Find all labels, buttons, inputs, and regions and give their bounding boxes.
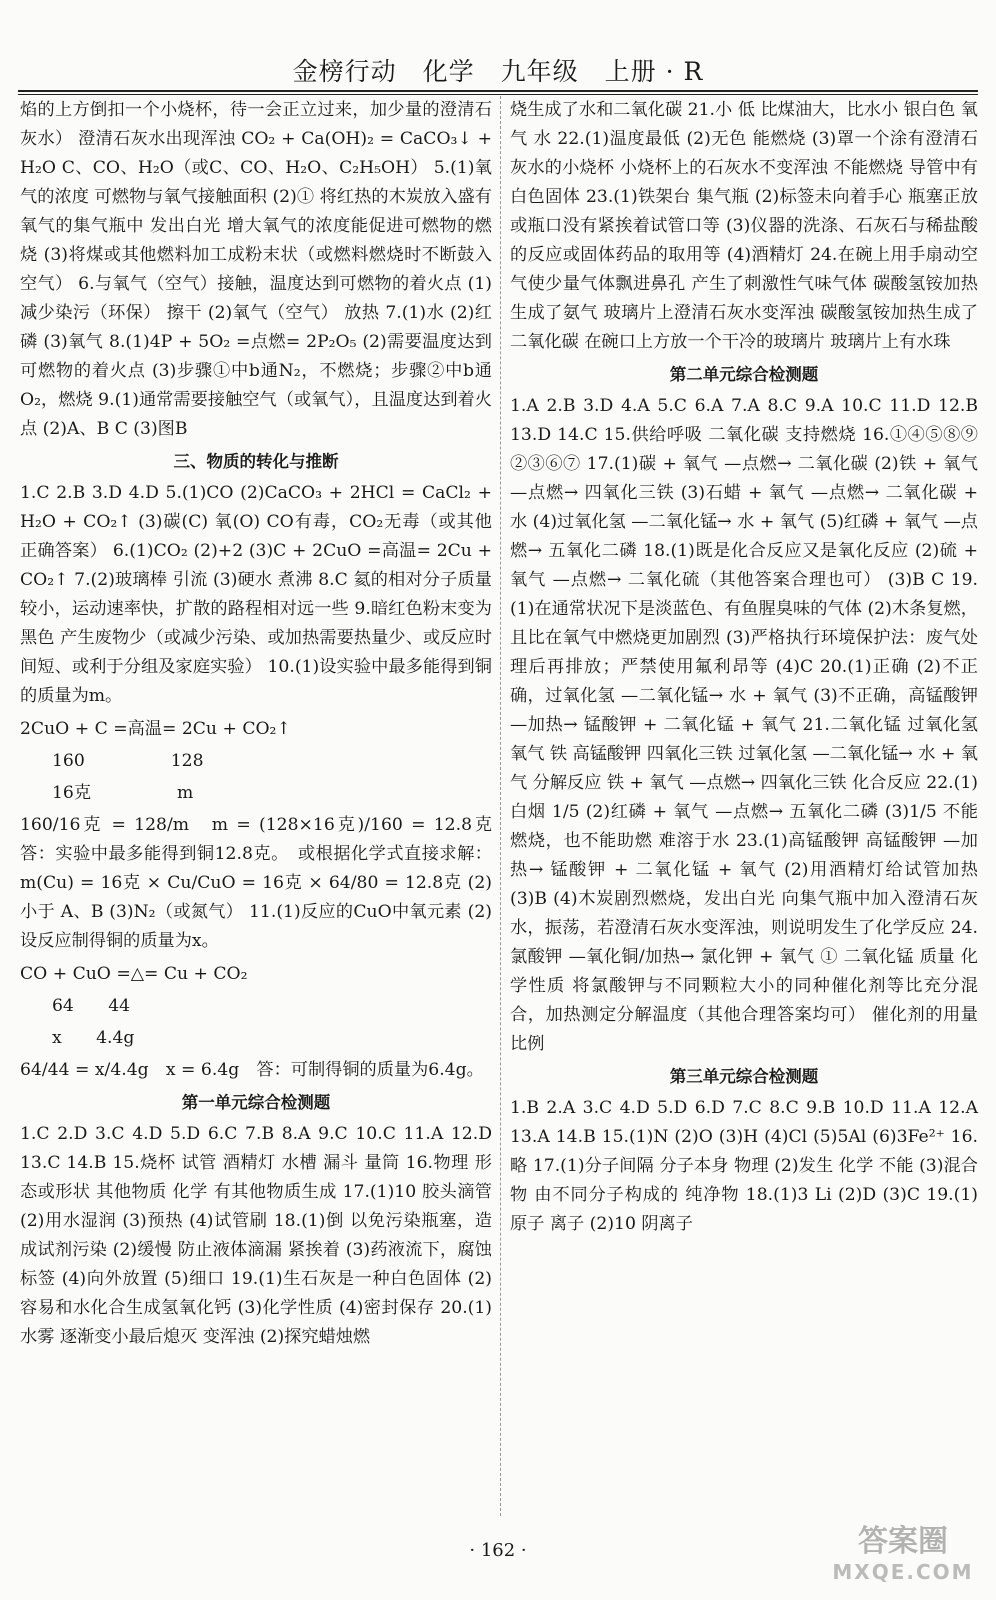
page-header: 金榜行动 化学 九年级 上册 · R [292, 57, 704, 86]
answer-paragraph: 1.B 2.A 3.C 4.D 5.D 6.D 7.C 8.C 9.B 10.D 11.A 12.A 13.A 14.B 15.(1)N (2)O (3)H (4)Cl (5)5Al (6)3Fe²⁺ 16.略 17.(1)分子间隔 分子本身 物理 (2)发生 化学 不能 (3)混合物 由不同分子构成的 纯净物 18.(1)3 Li (2)D (3)C 19.(1)原子 离子 (2)10 阴离子 [510, 1098, 978, 1234]
header-rule [18, 90, 978, 95]
answer-paragraph: 1.C 2.D 3.C 4.D 5.D 6.C 7.B 8.A 9.C 10.C 11.A 12.D 13.C 14.B 15.烧杯 试管 酒精灯 水槽 漏斗 量筒 16.物理 形态或形状 其他物质 化学 有其他物质生成 17.(1)10 胶头滴管 (2)用水湿润 (3)预热 (4)试管刷 18.(1)倒 以免污染瓶塞，造成试剂污染 (2)缓慢 防止液体滴漏 紧挨着 (3)药液流下，腐蚀标签 (4)向外放置 (5)细口 19.(1)生石灰是一种白色固体 (2)容易和水化合生成氢氧化钙 (3)化学性质 (4)密封保存 20.(1)水雾 逐渐变小最后熄灭 变浑浊 (2)探究蜡烛燃 [20, 1124, 492, 1347]
watermark-logo [828, 1524, 978, 1586]
column-divider [500, 96, 501, 1516]
calculation-line: 16克 m [52, 783, 194, 803]
page-number: · 162 · [469, 1540, 527, 1561]
section-heading: 第一单元综合检测题 [181, 1093, 331, 1112]
answer-paragraph: 1.C 2.B 3.D 4.D 5.(1)CO (2)CaCO₃ + 2HCl = CaCl₂ + H₂O + CO₂↑ (3)碳(C) 氧(O) CO有毒，CO₂无毒（或其他正确答案） 6.(1)CO₂ (2)+2 (3)C + 2CuO =高温= 2Cu + CO₂↑ 7.(2)玻璃棒 引流 (3)硬水 煮沸 8.C 氦的相对分子质量较小，运动速率快，扩散的路程相对远一些 9.暗红色粉末变为黑色 产生废物少（或减少污染、或加热需要热量少、或反应时间短、或利于分组及家庭实验） 10.(1)设实验中最多能得到铜的质量为m。 [20, 483, 492, 706]
calculation-line: 64 44 [52, 996, 131, 1016]
calculation-line: CO + CuO =△= Cu + CO₂ [20, 964, 248, 984]
watermark-text: 答案圈 [858, 1524, 948, 1559]
section-heading: 第二单元综合检测题 [669, 365, 819, 384]
left-column [20, 96, 510, 1516]
answer-paragraph: 160/16克 = 128/m m = (128×16克)/160 = 12.8克 答：实验中最多能得到铜12.8克。 或根据化学式直接求解：m(Cu) = 16克 × Cu/CuO = 16克 × 64/80 = 12.8克 (2)小于 A、B (3)N₂（或氮气） 11.(1)反应的CuO中氧元素 (2)设反应制得铜的质量为x。 [20, 815, 510, 951]
section-heading: 第三单元综合检测题 [669, 1067, 819, 1086]
answer-paragraph: 64/44 = x/4.4g x = 6.4g 答：可制得铜的质量为6.4g。 [20, 1060, 484, 1080]
watermark-domain: MXQE.COM [832, 1560, 974, 1584]
calculation-line: 2CuO + C =高温= 2Cu + CO₂↑ [20, 719, 291, 739]
answer-paragraph: 1.A 2.B 3.D 4.A 5.C 6.A 7.A 8.C 9.A 10.C 11.D 12.B 13.D 14.C 15.供给呼吸 二氧化碳 支持燃烧 16.①④⑤⑧⑨ ②③⑥⑦ 17.(1)碳 + 氧气 —点燃→ 二氧化碳 (2)铁 + 氧气 —点燃→ 四氧化三铁 (3)石蜡 + 氧气 —点燃→ 二氧化碳 + 水 (4)过氧化氢 —二氧化锰→ 水 + 氧气 (5)红磷 + 氧气 —点燃→ 五氧化二磷 18.(1)既是化合反应又是氧化反应 (2)硫 + 氧气 —点燃→ 二氧化硫（其他答案合理也可） (3)B C 19.(1)在通常状况下是淡蓝色、有鱼腥臭味的气体 (2)木条复燃，且比在氧气中燃烧更加剧烈 (3)严格执行环境保护法：废气处理后再排放；严禁使用氟利昂等 (4)C 20.(1)正确 (2)不正确，过氧化氢 —二氧化锰→ 水 + 氧气 (3)不正确，高锰酸钾 —加热→ 锰酸钾 + 二氧化锰 + 氧气 21.二氧化锰 过氧化氢 氧气 铁 高锰酸钾 四氧化三铁 过氧化氢 —二氧化锰→ 水 + 氧气 分解反应 铁 + 氧气 —点燃→ 四氧化三铁 化合反应 22.(1)白烟 1/5 (2)红磷 + 氧气 —点燃→ 五氧化二磷 (3)1/5 不能燃烧，也不能助燃 难溶于水 23.(1)高锰酸钾 高锰酸钾 —加热→ 锰酸钾 + 二氧化锰 + 氧气 (2)用酒精灯给试管加热 (3)B (4)木炭剧烈燃烧，发出白光 向集气瓶中加入澄清石灰水，振荡，若澄清石灰水变浑浊，则说明发生了化学反应 24.氯酸钾 —氧化铜/加热→ 氯化钾 + 氧气 ① 二氧化锰 质量 化学性质 将氯酸钾与不同颗粒大小的同种催化剂等比充分混合，加热测定分解温度（其他合理答案均可） 催化剂的用量比例 [510, 396, 978, 1054]
right-column [510, 96, 978, 1516]
calculation-line: x 4.4g [52, 1028, 135, 1048]
answer-paragraph: 焰的上方倒扣一个小烧杯，待一会正立过来，加少量的澄清石灰水） 澄清石灰水出现浑浊 CO₂ + Ca(OH)₂ = CaCO₃↓ + H₂O C、CO、H₂O（或C、CO、H₂O、C₂H₅OH） 5.(1)氧气的浓度 可燃物与氧气接触面积 (2)① 将红热的木炭放入盛有氧气的集气瓶中 发出白光 增大氧气的浓度能促进可燃物的燃烧 (3)将煤或其他燃料加工成粉末状（或燃料燃烧时不断鼓入空气） 6.与氧气（空气）接触，温度达到可燃物的着火点 (1)减少染污（环保） 擦干 (2)氧气（空气） 放热 7.(1)水 (2)红磷 (3)氧气 8.(1)4P + 5O₂ =点燃= 2P₂O₅ (2)需要温度达到可燃物的着火点 (3)步骤①中b通N₂，不燃烧；步骤②中b通O₂，燃烧 9.(1)通常需要接触空气（或氧气），且温度达到着火点 (2)A、B C (3)图B [20, 100, 492, 439]
section-heading: 三、物质的转化与推断 [173, 452, 339, 471]
answer-paragraph: 烧生成了水和二氧化碳 21.小 低 比煤油大，比水小 银白色 氧气 水 22.(1)温度最低 (2)无色 能燃烧 (3)罩一个涂有澄清石灰水的小烧杯 小烧杯上的石灰水不变浑浊 不能燃烧 导管中有白色固体 23.(1)铁架台 集气瓶 (2)标签未向着手心 瓶塞正放或瓶口没有紧挨着试管口等 (3)仪器的洗涤、石灰石与稀盐酸的反应或固体药品的取用等 (4)酒精灯 24.在碗上用手扇动空气使少量气体飘进鼻孔 产生了刺激性气味气体 碳酸氢铵加热生成了氨气 玻璃片上澄清石灰水变浑浊 碳酸氢铵加热生成了二氧化碳 在碗口上方放一个干冷的玻璃片 玻璃片上有水珠 [510, 100, 978, 352]
calculation-line: 160 128 [52, 751, 204, 771]
